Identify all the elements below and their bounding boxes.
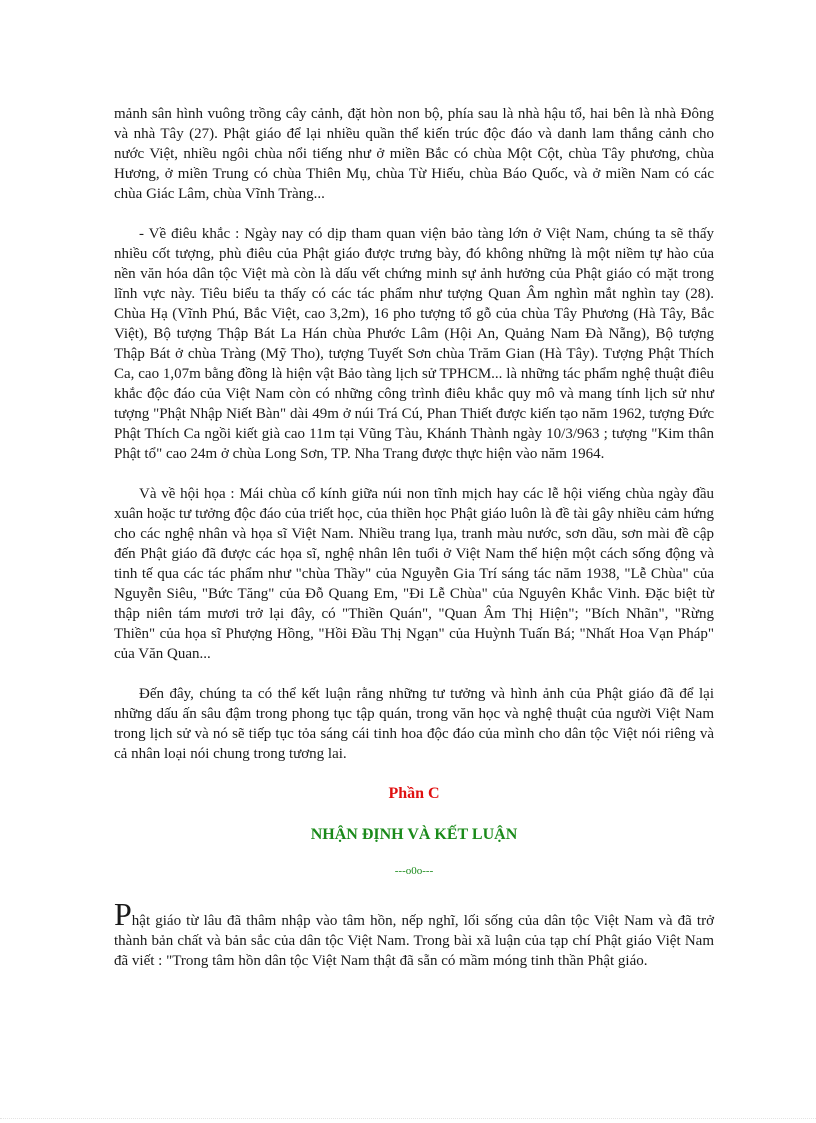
document-body [114, 104, 714, 971]
section-title: NHẬN ĐỊNH VÀ KẾT LUẬN [310, 826, 518, 843]
drop-cap-letter: P [114, 896, 132, 932]
paragraph-final-text: hật giáo từ lâu đã thâm nhập vào tâm hồn, nếp nghĩ, lối sống của dân tộc Việt Nam và đã trở thành bản chất và bản sắc của dân tộc Việt Nam. Trong bài xã luận của tạp chí Phật giáo Việt Nam đã viết : "Trong tâm hồn dân tộc Việt Nam thật đã sẵn có mầm móng tinh thần Phật giáo. [114, 913, 714, 969]
paragraph-painting: Và về hội họa : Mái chùa cổ kính giữa núi non tĩnh mịch hay các lễ hội viếng chùa ngày đầu xuân hoặc tư tưởng độc đáo của triết học, của thiền học Phật giáo luôn là đề tài gây nhiều cảm hứng cho các nghệ nhân và họa sĩ Việt Nam. Nhiều trang lụa, tranh màu nước, sơn dầu, sơn mài đề cập đến Phật giáo đã được các họa sĩ, nghệ nhân lên tuổi ở Việt Nam thể hiện một cách sống động và tinh tế qua các tác phẩm như "chùa Thầy" của Nguyễn Gia Trí sáng tác năm 1938, "Lễ Chùa" của Nguyễn Siêu, "Bức Tăng" của Đỗ Quang Em, "Đi Lễ Chùa" của Nguyên Khắc Vinh. Đặc biệt từ thập niên tám mươi trở lại đây, có "Thiền Quán", "Quan Âm Thị Hiện"; "Bích Nhãn", "Rừng Thiền" của họa sĩ Phượng Hồng, "Hồi Đầu Thị Ngạn" của Huỳnh Tuấn Bá; "Nhất Hoa Vạn Pháp" của Văn Quan... [114, 486, 714, 662]
section-separator: ---o0o--- [394, 865, 434, 877]
part-heading: Phần C [388, 785, 440, 802]
paragraph-sculpture: - Về điêu khắc : Ngày nay có dịp tham quan viện bảo tàng lớn ở Việt Nam, chúng ta sẽ thấy nhiều cốt tượng, phù điêu của Phật giáo được trưng bày, đó không những là một niềm tự hào của nền văn hóa dân tộc Việt mà còn là dấu vết chứng minh sự ảnh hưởng của Phật giáo có mặt trong lĩnh vực này. Tiêu biểu ta thấy có các tác phẩm như tượng Quan Âm nghìn mắt nghìn tay (28). Chùa Hạ (Vĩnh Phú, Bắc Việt, cao 3,2m), 16 pho tượng tổ gỗ của chùa Tây Phương (Hà Tây, Bắc Việt), Bộ tượng Thập Bát La Hán chùa Phước Lâm (Hội An, Quảng Nam Đà Nẵng), Bộ tượng Thập Bát ở chùa Tràng (Mỹ Tho), tượng Tuyết Sơn chùa Trăm Gian (Hà Tây). Tượng Phật Thích Ca, cao 1,07m bằng đồng là hiện vật Bảo tàng lịch sử TPHCM... là những tác phẩm nghệ thuật điêu khắc độc đáo của Việt Nam còn có những công trình điêu khắc quy mô và mang tính lịch sử như tượng "Phật Nhập Niết Bàn" dài 49m ở núi Trá Cú, Phan Thiết được kiến tạo năm 1962, tượng Đức Phật Thích Ca ngồi kiết già cao 11m tại Vũng Tàu, Khánh Thành ngày 10/3/963 ; tượng "Kim thân Phật tổ" cao 24m ở chùa Long Sơn, TP. Nha Trang được thực hiện vào năm 1964. [114, 226, 714, 462]
paragraph-architecture: mảnh sân hình vuông trồng cây cảnh, đặt hòn non bộ, phía sau là nhà hậu tổ, hai bên là nhà Đông và nhà Tây (27). Phật giáo để lại nhiều quần thể kiến trúc độc đáo và danh lam thắng cảnh cho nước Việt, nhiều ngôi chùa nổi tiếng như ở miền Bắc có chùa Một Cột, chùa Tây phương, chùa Hương, ở miền Trung có chùa Thiên Mụ, chùa Từ Hiếu, chùa Báo Quốc, và ở miền Nam có các chùa Giác Lâm, chùa Vĩnh Tràng... [114, 106, 714, 202]
paragraph-final [114, 896, 714, 971]
page-bottom-rule [0, 1118, 816, 1119]
paragraph-conclusion: Đến đây, chúng ta có thể kết luận rằng những tư tưởng và hình ảnh của Phật giáo đã để lại những dấu ấn sâu đậm trong phong tục tập quán, trong văn học và nghệ thuật của người Việt Nam trong lịch sử và nó sẽ tiếp tục tỏa sáng cái tinh hoa độc đáo của mình cho dân tộc Việt nói riêng và cả nhân loại nói chung trong tương lai. [114, 686, 714, 762]
